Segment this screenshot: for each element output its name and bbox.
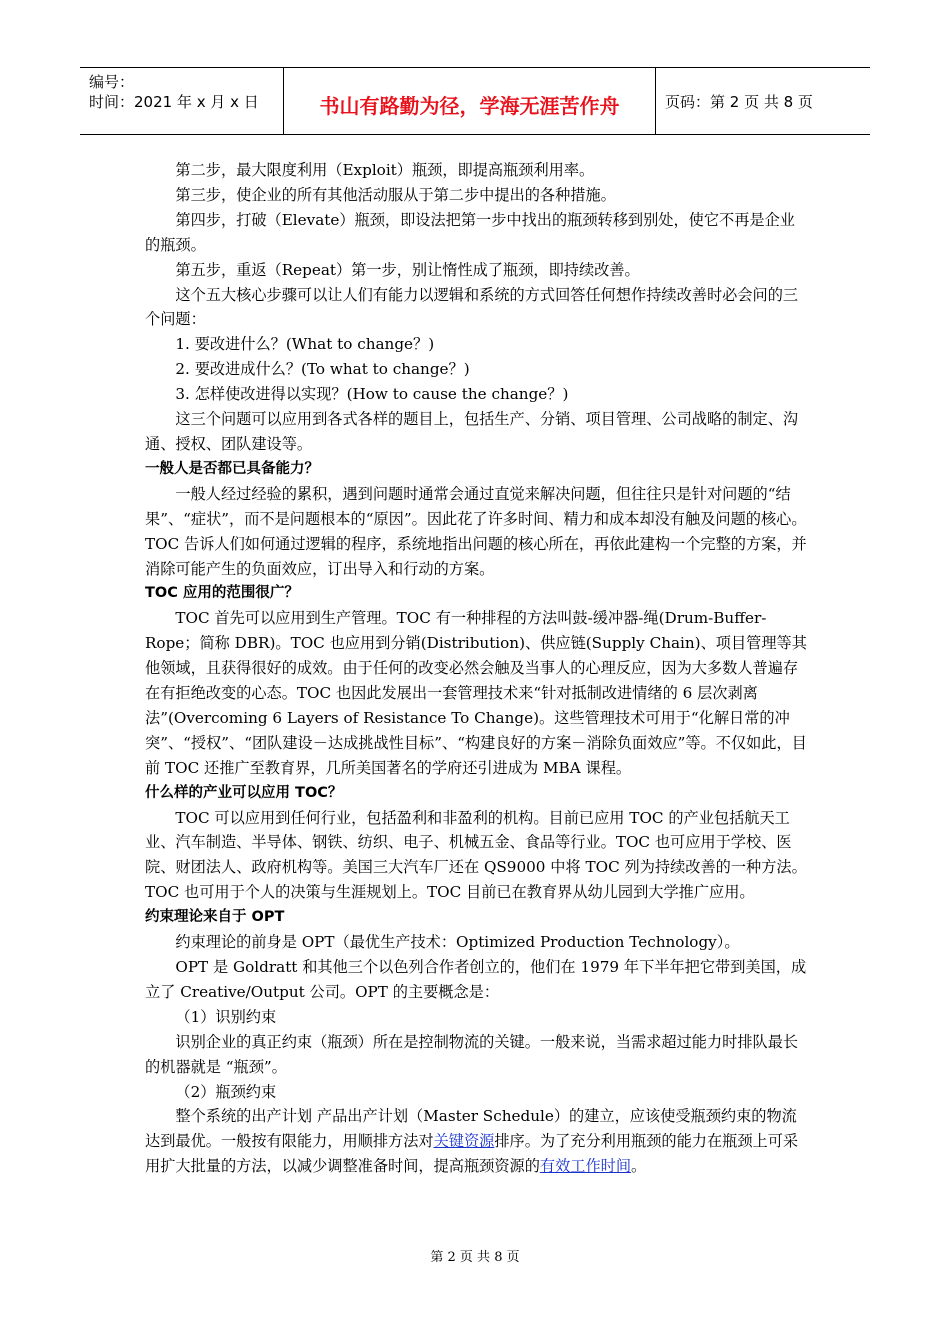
- subheading: （2）瓶颈约束: [175, 1082, 277, 1101]
- section-heading: 什么样的产业可以应用 TOC？: [145, 784, 343, 801]
- paragraph: TOC 首先可以应用到生产管理。TOC 有一种排程的方法叫鼓-缓冲器-绳(Drum-Buffer-Rope；简称 DBR)。TOC 也应用到分销(Distribution)、供应链(Supply Chain)、项目管理等其他领域，且获得很好的成效。由于任何的改变必然会触及当事人的心理反应，因为大多数人普遍存在有拒绝改变的心态。TOC 也因此发展出一套管理技术来“针对抵制改进情绪的 6 层次剥离法”(Overcoming 6 Layers of Resistance To Change)。这些管理技术可用于“化解日常的冲突”、“授权”、“团队建设－达成挑战性目标”、“构建良好的方案－消除负面效应”等。不仅如此，目前 TOC 还推广至教育界，几所美国著名的学府还引进成为 MBA 课程。: [145, 609, 807, 777]
- paragraph: TOC 可以应用到任何行业，包括盈利和非盈利的机构。目前已应用 TOC 的产业包括航天工业、汽车制造、半导体、钢铁、纺织、电子、机械五金、食品等行业。TOC 也可应用于学校、医院、财团法人、政府机构等。美国三大汽车厂还在 QS9000 中将 TOC 列为持续改善的一种方法。TOC 也可用于个人的决策与生涯规划上。TOC 目前已在教育界从幼儿园到大学推广应用。: [145, 808, 807, 902]
- header-motto: 书山有路勤为径，学海无涯苦作舟: [283, 68, 656, 134]
- paragraph-text: 。: [631, 1157, 647, 1176]
- paragraph: 第五步，重返（Repeat）第一步，别让惰性成了瓶颈，即持续改善。: [175, 260, 640, 279]
- paragraph: 第二步，最大限度利用（Exploit）瓶颈，即提高瓶颈利用率。: [175, 161, 595, 179]
- page-header: [80, 67, 870, 135]
- question-item: 3. 怎样使改进得以实现？(How to cause the change？): [175, 385, 569, 404]
- document-body: [145, 158, 810, 1179]
- header-info: [80, 68, 283, 134]
- section-heading: TOC 应用的范围很广？: [145, 585, 299, 602]
- question-item: 1. 要改进什么？(What to change？): [175, 335, 435, 354]
- page-footer: 第 2 页 共 8 页: [430, 1250, 520, 1265]
- header-page-label: 页码：第 2 页 共 8 页: [665, 92, 813, 111]
- paragraph: 这三个问题可以应用到各式各样的题目上，包括生产、分销、项目管理、公司战略的制定、沟通、授权、团队建设等。: [145, 410, 799, 453]
- paragraph-with-links: [145, 1104, 810, 1179]
- paragraph: 识别企业的真正约束（瓶颈）所在是控制物流的关键。一般来说，当需求超过能力时排队最长的机器就是 “瓶颈”。: [145, 1032, 799, 1076]
- paragraph: 约束理论的前身是 OPT（最优生产技术：Optimized Production Technology）。: [175, 933, 740, 952]
- subheading: （1）识别约束: [175, 1007, 277, 1026]
- number-label: 编号：: [89, 73, 135, 91]
- paragraph-text: 整个系统的出产计划 产品出产计划（Master Schedule）的建立，应该使受瓶颈约束的物流达到最优。一般按有限能力，用顺排方法对: [145, 1107, 797, 1151]
- link-key-resources[interactable]: 关键资源: [433, 1132, 495, 1151]
- paragraph: 第四步，打破（Elevate）瓶颈，即设法把第一步中找出的瓶颈转移到别处，使它不再是企业的瓶颈。: [145, 210, 795, 254]
- link-effective-working-time[interactable]: 有效工作时间: [539, 1157, 631, 1176]
- paragraph: 第三步，使企业的所有其他活动服从于第二步中提出的各种措施。: [175, 185, 616, 204]
- question-item: 2. 要改进成什么？(To what to change？): [175, 360, 470, 379]
- date-label: 时间：2021 年 x 月 x 日: [89, 93, 259, 111]
- section-heading: 约束理论来自于 OPT: [145, 909, 285, 926]
- paragraph: OPT 是 Goldratt 和其他三个以色列合作者创立的，他们在 1979 年下半年把它带到美国，成立了 Creative/Output 公司。OPT 的主要概念是：: [145, 958, 807, 1001]
- paragraph: 这个五大核心步骤可以让人们有能力以逻辑和系统的方式回答任何想作持续改善时必会问的三个问题：: [145, 285, 799, 329]
- section-heading: 一般人是否都已具备能力？: [145, 460, 319, 477]
- paragraph: 一般人经过经验的累积，遇到问题时通常会通过直觉来解决问题，但往往只是针对问题的“结果”、“症状”，而不是问题根本的“原因”。因此花了许多时间、精力和成本却没有触及问题的核心。TOC 告诉人们如何通过逻辑的程序，系统地指出问题的核心所在，再依此建构一个完整的方案，并消除可能产生的负面效应，订出导入和行动的方案。: [145, 484, 807, 578]
- paragraph-text: 排序。为了充分利用瓶颈的能力在瓶颈上可采用扩大批量的方法，以减少调整准备时间，提高瓶颈资源的: [145, 1132, 799, 1176]
